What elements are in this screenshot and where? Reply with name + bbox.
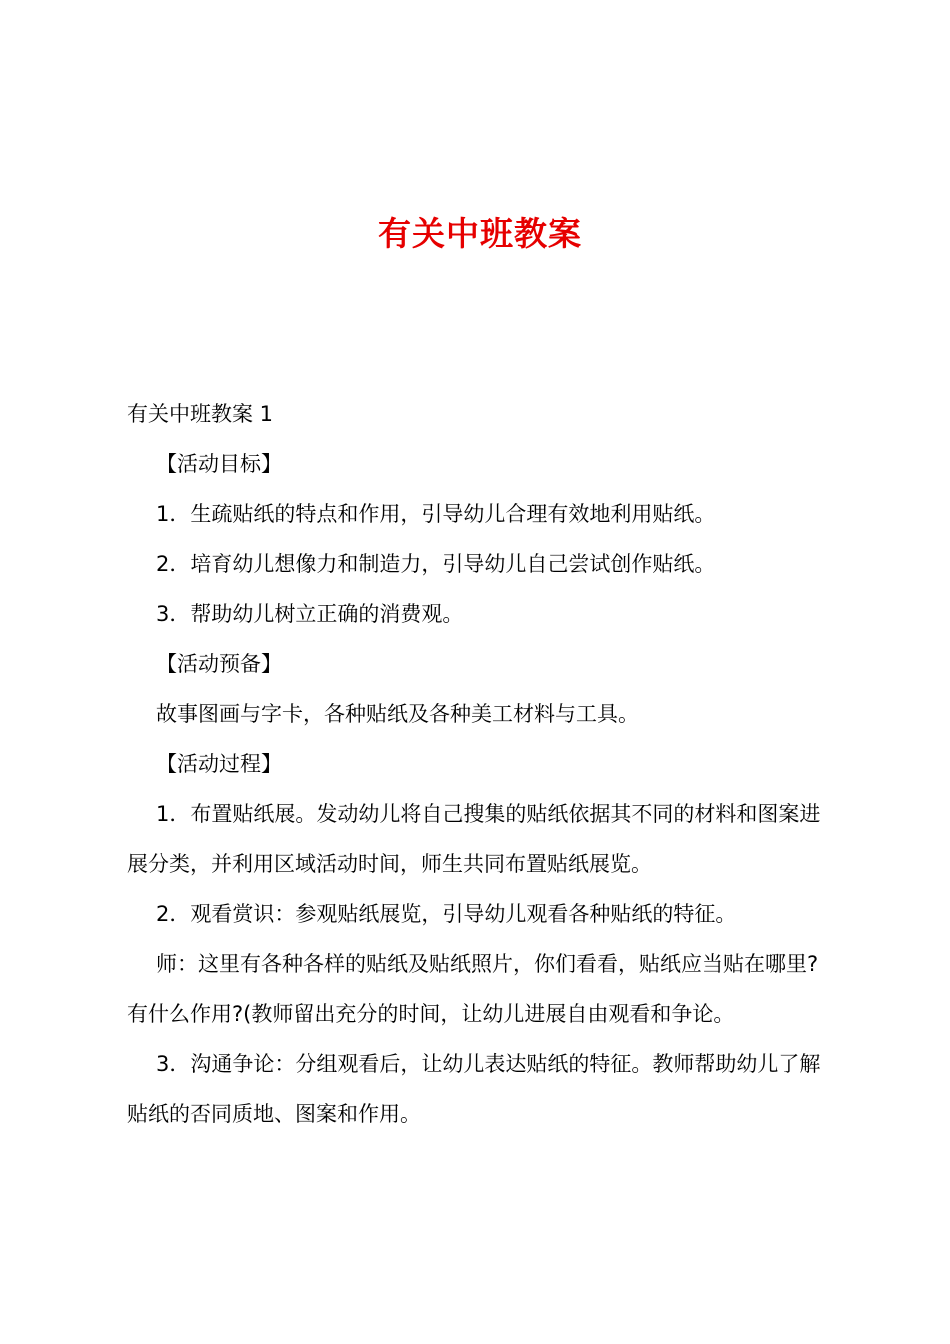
paragraph-preparation-heading: 【活动预备】 — [156, 652, 282, 676]
paragraph-teacher-dialogue: 师：这里有各种各样的贴纸及贴纸照片，你们看看，贴纸应当贴在哪里?有什么作用?(教师留出充分的时间，让幼儿进展自由观看和争论。 — [127, 952, 819, 1026]
paragraph-activity-goals-heading: 【活动目标】 — [156, 452, 282, 476]
section-heading: 有关中班教案 1 — [127, 402, 274, 426]
document-title: 有关中班教案 — [378, 214, 582, 253]
document-body — [127, 389, 833, 1139]
paragraph-process-heading: 【活动过程】 — [156, 752, 282, 776]
paragraph-preparation: 故事图画与字卡，各种贴纸及各种美工材料与工具。 — [156, 702, 639, 726]
paragraph-goal-1: 1．生疏贴纸的特点和作用，引导幼儿合理有效地利用贴纸。 — [156, 502, 716, 526]
paragraph-process-3: 3．沟通争论：分组观看后，让幼儿表达贴纸的特征。教师帮助幼儿了解贴纸的否同质地、图案和作用。 — [127, 1052, 821, 1126]
paragraph-process-2: 2．观看赏识：参观贴纸展览，引导幼儿观看各种贴纸的特征。 — [156, 902, 737, 926]
paragraph-process-1: 1．布置贴纸展。发动幼儿将自己搜集的贴纸依据其不同的材料和图案进展分类，并利用区域活动时间，师生共同布置贴纸展览。 — [127, 802, 821, 876]
paragraph-goal-3: 3．帮助幼儿树立正确的消费观。 — [156, 602, 464, 626]
paragraph-goal-2: 2．培育幼儿想像力和制造力，引导幼儿自己尝试创作贴纸。 — [156, 552, 716, 576]
